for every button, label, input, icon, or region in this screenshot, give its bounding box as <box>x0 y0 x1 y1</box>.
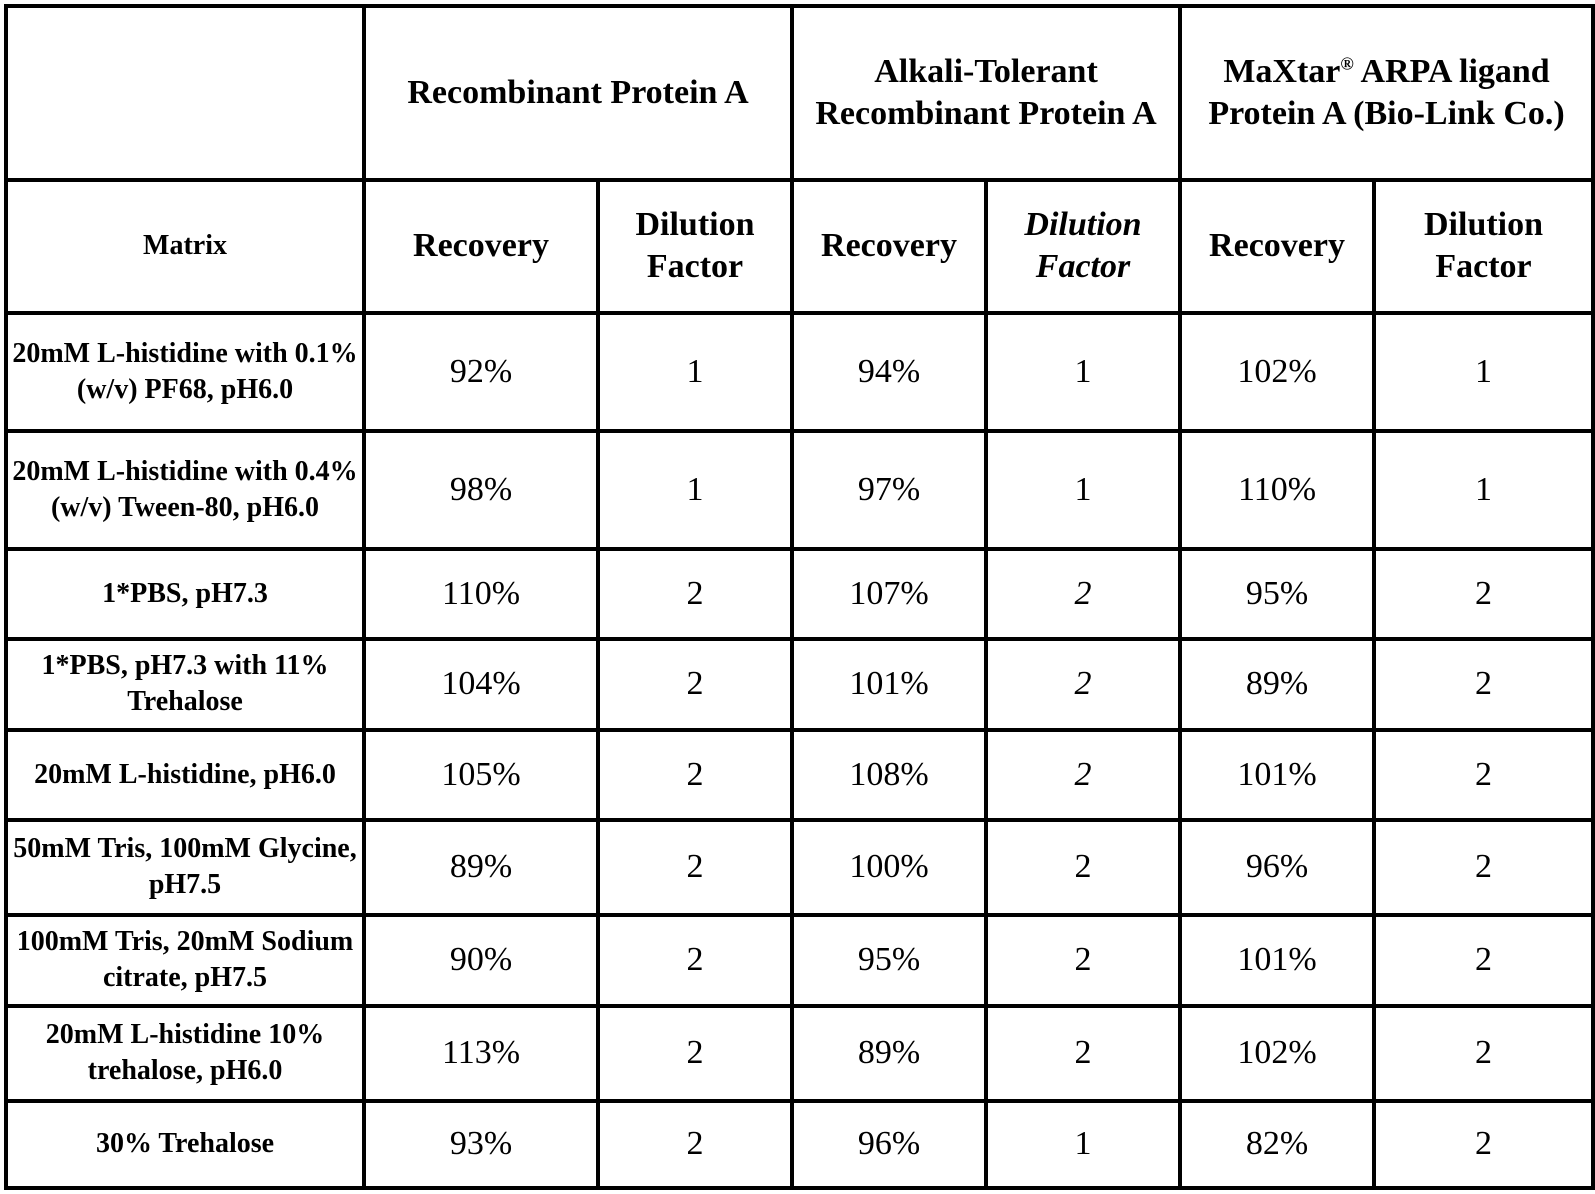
dilution-cell: 1 <box>1374 431 1593 549</box>
dilution-cell: 2 <box>1374 730 1593 820</box>
dilution-cell: 2 <box>986 549 1180 639</box>
table-row <box>6 1101 1593 1188</box>
matrix-cell: 20mM L-histidine with 0.1% (w/v) PF68, pH6.0 <box>6 313 364 431</box>
table-row <box>6 1006 1593 1101</box>
column-header-row <box>6 180 1593 313</box>
matrix-cell: 1*PBS, pH7.3 <box>6 549 364 639</box>
dilution-cell: 2 <box>1374 549 1593 639</box>
matrix-cell: 20mM L-histidine, pH6.0 <box>6 730 364 820</box>
dilution-cell: 1 <box>598 431 792 549</box>
dilution-cell: 2 <box>1374 639 1593 729</box>
empty-corner-cell <box>6 6 364 180</box>
group-header-maxtar <box>1180 6 1593 180</box>
dilution-cell: 2 <box>986 915 1180 1006</box>
recovery-header: Recovery <box>792 180 986 313</box>
recovery-cell: 101% <box>1180 915 1374 1006</box>
table-row <box>6 820 1593 915</box>
group-label: Recombinant Protein A <box>407 74 749 112</box>
recovery-cell: 92% <box>364 313 598 431</box>
recovery-cell: 101% <box>792 639 986 729</box>
recovery-cell: 105% <box>364 730 598 820</box>
dilution-cell: 2 <box>986 639 1180 729</box>
dilution-cell: 2 <box>1374 820 1593 915</box>
group-label: MaXtar <box>1223 53 1341 91</box>
dilution-cell: 2 <box>598 1101 792 1188</box>
recovery-cell: 90% <box>364 915 598 1006</box>
table-row <box>6 639 1593 729</box>
recovery-cell: 97% <box>792 431 986 549</box>
group-header-row <box>6 6 1593 180</box>
dilution-cell: 2 <box>598 915 792 1006</box>
registered-mark: ® <box>1340 53 1354 74</box>
recovery-header: Recovery <box>1180 180 1374 313</box>
dilution-cell: 1 <box>1374 313 1593 431</box>
dilution-cell: 1 <box>986 431 1180 549</box>
recovery-cell: 107% <box>792 549 986 639</box>
recovery-cell: 102% <box>1180 313 1374 431</box>
dilution-cell: 1 <box>598 313 792 431</box>
recovery-cell: 110% <box>364 549 598 639</box>
recovery-cell: 96% <box>1180 820 1374 915</box>
recovery-cell: 95% <box>792 915 986 1006</box>
recovery-cell: 89% <box>1180 639 1374 729</box>
matrix-cell: 100mM Tris, 20mM Sodium citrate, pH7.5 <box>6 915 364 1006</box>
matrix-cell: 50mM Tris, 100mM Glycine, pH7.5 <box>6 820 364 915</box>
dilution-cell: 1 <box>986 313 1180 431</box>
table-row <box>6 313 1593 431</box>
recovery-cell: 89% <box>364 820 598 915</box>
recovery-cell: 113% <box>364 1006 598 1101</box>
group-header-alkali-tolerant <box>792 6 1180 180</box>
table-row <box>6 915 1593 1006</box>
recovery-cell: 95% <box>1180 549 1374 639</box>
recovery-header: Recovery <box>364 180 598 313</box>
dilution-cell: 2 <box>598 730 792 820</box>
recovery-cell: 94% <box>792 313 986 431</box>
dilution-factor-header: Dilution Factor <box>986 180 1180 313</box>
dilution-factor-header: Dilution Factor <box>1374 180 1593 313</box>
recovery-cell: 104% <box>364 639 598 729</box>
dilution-factor-header: Dilution Factor <box>598 180 792 313</box>
dilution-cell: 2 <box>986 820 1180 915</box>
recovery-cell: 93% <box>364 1101 598 1188</box>
recovery-cell: 102% <box>1180 1006 1374 1101</box>
group-label: Alkali-Tolerant Recombinant Protein A <box>815 53 1157 133</box>
matrix-cell: 20mM L-histidine 10% trehalose, pH6.0 <box>6 1006 364 1101</box>
table-row <box>6 549 1593 639</box>
dilution-cell: 1 <box>986 1101 1180 1188</box>
table-row <box>6 431 1593 549</box>
dilution-cell: 2 <box>986 1006 1180 1101</box>
recovery-cell: 100% <box>792 820 986 915</box>
matrix-cell: 20mM L-histidine with 0.4% (w/v) Tween-80, pH6.0 <box>6 431 364 549</box>
recovery-cell: 96% <box>792 1101 986 1188</box>
dilution-cell: 2 <box>1374 1006 1593 1101</box>
dilution-cell: 2 <box>598 820 792 915</box>
matrix-header: Matrix <box>6 180 364 313</box>
recovery-cell: 98% <box>364 431 598 549</box>
recovery-table <box>4 4 1595 1190</box>
dilution-cell: 2 <box>598 639 792 729</box>
recovery-cell: 101% <box>1180 730 1374 820</box>
dilution-cell: 2 <box>1374 915 1593 1006</box>
dilution-cell: 2 <box>598 1006 792 1101</box>
recovery-cell: 110% <box>1180 431 1374 549</box>
table-row <box>6 730 1593 820</box>
recovery-cell: 89% <box>792 1006 986 1101</box>
recovery-cell: 108% <box>792 730 986 820</box>
group-header-recombinant <box>364 6 792 180</box>
group-label-rest: ARPA ligand Protein A (Bio-Link Co.) <box>1208 53 1565 133</box>
dilution-cell: 2 <box>598 549 792 639</box>
dilution-cell: 2 <box>986 730 1180 820</box>
dilution-cell: 2 <box>1374 1101 1593 1188</box>
matrix-cell: 30% Trehalose <box>6 1101 364 1188</box>
recovery-cell: 82% <box>1180 1101 1374 1188</box>
matrix-cell: 1*PBS, pH7.3 with 11% Trehalose <box>6 639 364 729</box>
